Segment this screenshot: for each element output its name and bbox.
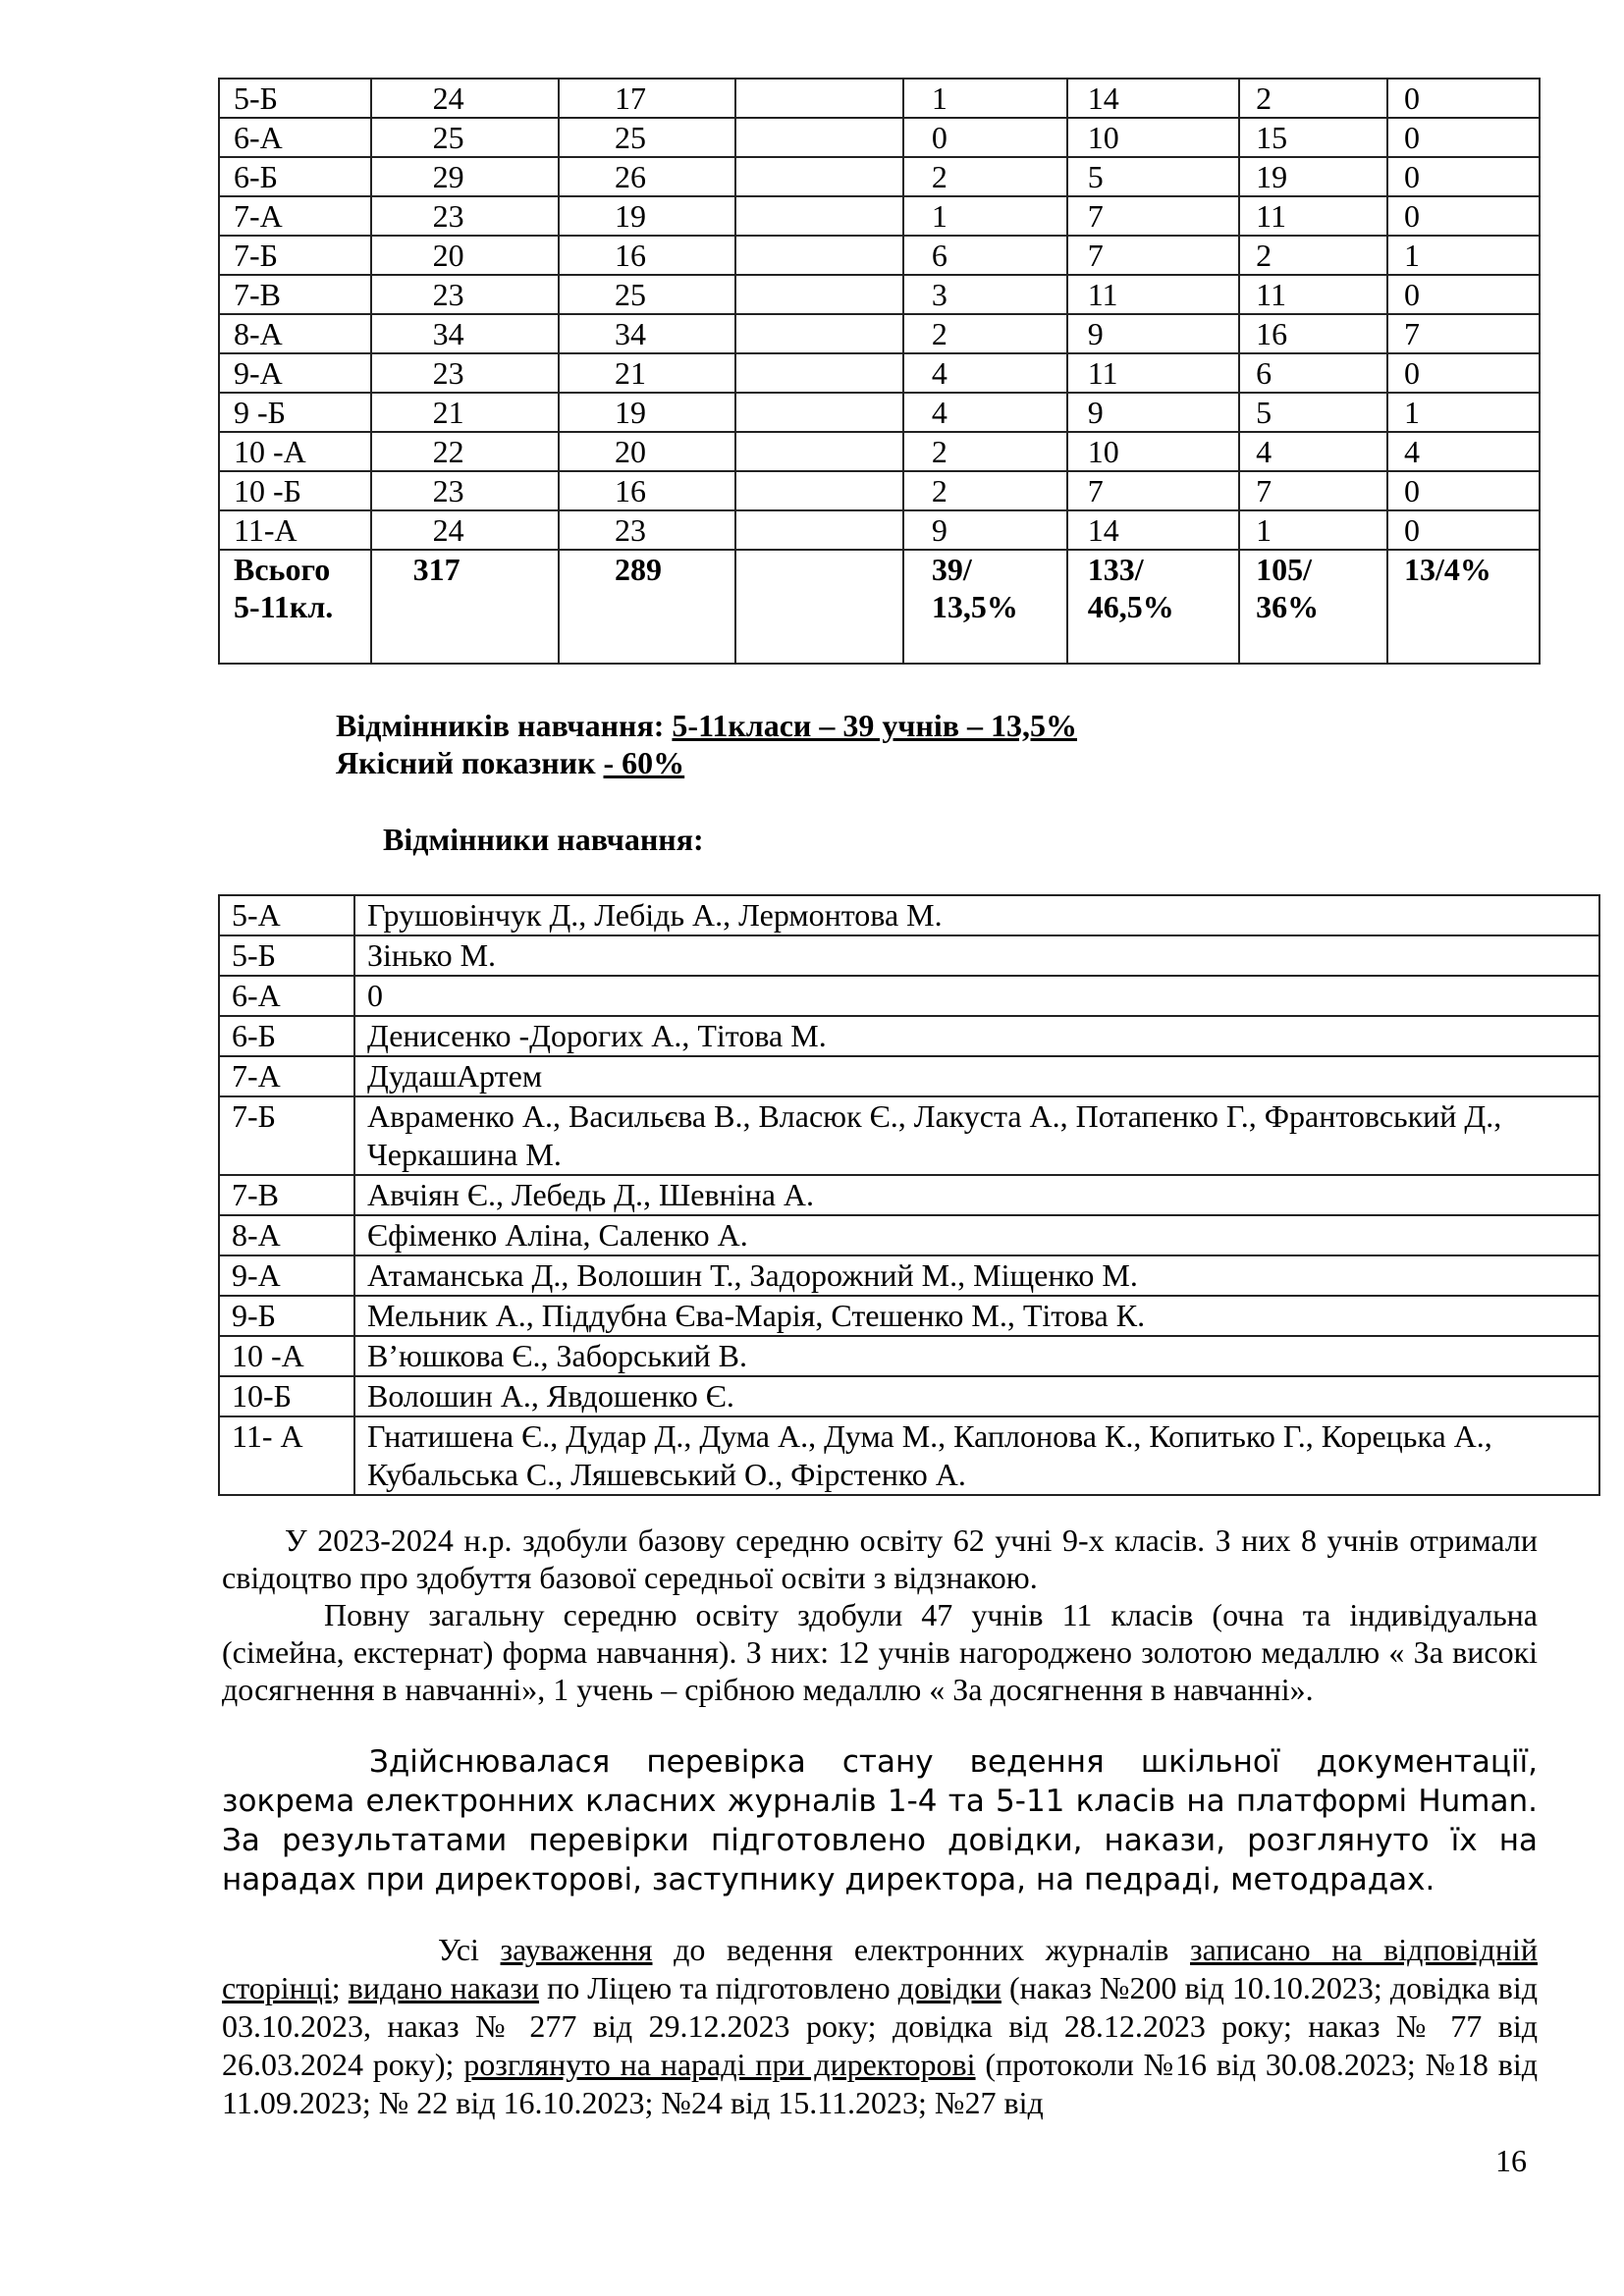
class-cell: 7-Б [219, 236, 371, 275]
class-cell: 7-А [219, 1056, 354, 1096]
class-cell: 10-Б [219, 1376, 354, 1416]
student-names-cell: Мельник А., Піддубна Єва-Марія, Стешенко М., Тітова К. [354, 1296, 1599, 1336]
class-cell: 9-Б [219, 1296, 354, 1336]
table-row [219, 1336, 1599, 1376]
value-cell: 6 [1239, 353, 1387, 393]
value-cell: 25 [559, 118, 735, 157]
table-row [219, 275, 1540, 314]
total-value-cell: 133/ 46,5% [1067, 550, 1239, 664]
value-cell: 7 [1067, 236, 1239, 275]
table-row [219, 1175, 1599, 1215]
value-cell: 16 [559, 471, 735, 510]
value-cell: 21 [559, 353, 735, 393]
value-cell: 1 [1387, 393, 1540, 432]
class-cell: 8-А [219, 1215, 354, 1255]
paragraph-documentation-check: Здійснювалася перевірка стану ведення шкільної документації, зокрема електронних класних журналів 1-4 та 5-11 класів на платформі Human. За результатами перевірки підготовлено довідки, накази, розглянуто їх на нарадах при директорові, заступнику директора, на педраді, методрадах. [222, 1744, 1538, 1897]
table-row [219, 1296, 1599, 1336]
quality-label: Якісний показник [336, 745, 604, 780]
table-row [219, 1096, 1599, 1175]
table-row [219, 1016, 1599, 1056]
value-cell [735, 118, 903, 157]
paragraph-basic-education: У 2023-2024 н.р. здобули базову середню освіту 62 учні 9-х класів. З них 8 учнів отримали свідоцтво про здобуття базової середньої освіти з відзнакою. [222, 1522, 1538, 1595]
table-row [219, 895, 1599, 935]
value-cell: 1 [903, 196, 1067, 236]
value-cell: 10 [1067, 432, 1239, 471]
class-cell: 6-Б [219, 157, 371, 196]
value-cell: 23 [559, 510, 735, 550]
value-cell: 5 [1239, 393, 1387, 432]
value-cell: 0 [1387, 196, 1540, 236]
class-cell: 7-В [219, 1175, 354, 1215]
value-cell: 7 [1067, 196, 1239, 236]
value-cell: 11 [1239, 275, 1387, 314]
value-cell: 23 [371, 353, 559, 393]
value-cell: 0 [1387, 118, 1540, 157]
total-value-cell: 39/ 13,5% [903, 550, 1067, 664]
value-cell: 14 [1067, 510, 1239, 550]
value-cell: 23 [371, 471, 559, 510]
class-cell: 6-Б [219, 1016, 354, 1056]
excellent-students-summary [336, 707, 1077, 744]
honors-heading: Відмінники навчання: [383, 822, 704, 857]
value-cell: 22 [371, 432, 559, 471]
paragraph-journal-remarks: Усі зауваження до ведення електронних журналів записано на відповідній сторінці; видано накази по Ліцею та підготовлено довідки (наказ №200 від 10.10.2023; довідка від 03.10.2023, наказ № 277 від 29.12.2023 року; довідка від 28.12.2023 року; наказ № 77 від 26.03.2024 року); розглянуто на нараді при директорові (протоколи №16 від 30.08.2023; №18 від 11.09.2023; № 22 від 16.10.2023; №24 від 15.11.2023; №27 від [222, 1932, 1539, 2120]
value-cell: 25 [371, 118, 559, 157]
value-cell: 5 [1067, 157, 1239, 196]
value-cell: 0 [1387, 471, 1540, 510]
excellent-value: 5-11класи – 39 учнів – 13,5% [672, 708, 1077, 743]
value-cell: 25 [559, 275, 735, 314]
value-cell: 2 [1239, 236, 1387, 275]
class-cell: 5-Б [219, 935, 354, 976]
table-row [219, 935, 1599, 976]
page-number: 16 [1495, 2143, 1527, 2178]
value-cell: 7 [1239, 471, 1387, 510]
excellent-label: Відмінників навчання: [336, 708, 673, 743]
student-names-cell: Зінько М. [354, 935, 1599, 976]
value-cell: 15 [1239, 118, 1387, 157]
value-cell: 19 [1239, 157, 1387, 196]
value-cell: 21 [371, 393, 559, 432]
value-cell: 19 [559, 196, 735, 236]
value-cell: 3 [903, 275, 1067, 314]
class-performance-table [218, 78, 1541, 665]
honor-students-table [218, 894, 1600, 1496]
value-cell: 17 [559, 79, 735, 118]
value-cell: 1 [1387, 236, 1540, 275]
total-value-cell: 13/4% [1387, 550, 1540, 664]
value-cell [735, 432, 903, 471]
table-row [219, 976, 1599, 1016]
table-row [219, 471, 1540, 510]
table-row [219, 1376, 1599, 1416]
value-cell: 4 [903, 393, 1067, 432]
value-cell: 26 [559, 157, 735, 196]
class-cell: 9 -Б [219, 393, 371, 432]
class-cell: 11- А [219, 1416, 354, 1495]
value-cell: 24 [371, 79, 559, 118]
class-cell: 10 -А [219, 1336, 354, 1376]
value-cell: 1 [1239, 510, 1387, 550]
class-cell: 11-А [219, 510, 371, 550]
value-cell: 19 [559, 393, 735, 432]
total-row [219, 550, 1540, 664]
student-names-cell: Авчіян Є., Лебедь Д., Шевніна А. [354, 1175, 1599, 1215]
class-cell: 5-Б [219, 79, 371, 118]
value-cell: 9 [1067, 393, 1239, 432]
value-cell: 10 [1067, 118, 1239, 157]
value-cell: 16 [1239, 314, 1387, 353]
value-cell [735, 510, 903, 550]
value-cell [735, 314, 903, 353]
value-cell: 23 [371, 196, 559, 236]
value-cell [735, 471, 903, 510]
value-cell [735, 275, 903, 314]
paragraph-full-education: Повну загальну середню освіту здобули 47 учнів 11 класів (очна та індивідуальна (сімейна, екстернат) форма навчання). З них: 12 учнів нагороджено золотою медаллю « За високі досягнення в навчанні», 1 учень – срібною медаллю « За досягнення в навчанні». [222, 1597, 1538, 1707]
student-names-cell: Гнатишена Є., Дудар Д., Дума А., Дума М., Каплонова К., Копитько Г., Корецька А., Кубальська С., Ляшевський О., Фірстенко А. [354, 1416, 1599, 1495]
value-cell [735, 196, 903, 236]
quality-indicator-summary [336, 744, 684, 781]
value-cell: 0 [1387, 157, 1540, 196]
student-names-cell: 0 [354, 976, 1599, 1016]
value-cell: 4 [1239, 432, 1387, 471]
table-row [219, 196, 1540, 236]
table-row [219, 1255, 1599, 1296]
value-cell [735, 157, 903, 196]
quality-value: - 60% [603, 745, 685, 780]
class-cell: 8-А [219, 314, 371, 353]
class-cell: 6-А [219, 976, 354, 1016]
total-value-cell: 105/ 36% [1239, 550, 1387, 664]
class-cell: 10 -А [219, 432, 371, 471]
value-cell [735, 393, 903, 432]
value-cell: 0 [1387, 510, 1540, 550]
value-cell [735, 353, 903, 393]
student-names-cell: ДудашАртем [354, 1056, 1599, 1096]
value-cell: 4 [903, 353, 1067, 393]
table-row [219, 1215, 1599, 1255]
table-row [219, 353, 1540, 393]
student-names-cell: Єфіменко Аліна, Саленко А. [354, 1215, 1599, 1255]
table-row [219, 393, 1540, 432]
value-cell: 2 [903, 471, 1067, 510]
table-row [219, 236, 1540, 275]
class-cell: 7-А [219, 196, 371, 236]
value-cell: 0 [903, 118, 1067, 157]
class-cell: 6-А [219, 118, 371, 157]
table-row [219, 1416, 1599, 1495]
student-names-cell: Атаманська Д., Волошин Т., Задорожний М., Міщенко М. [354, 1255, 1599, 1296]
table-row [219, 1056, 1599, 1096]
student-names-cell: Волошин А., Явдошенко Є. [354, 1376, 1599, 1416]
student-names-cell: Авраменко А., Васильєва В., Власюк Є., Лакуста А., Потапенко Г., Франтовський Д., Черкашина М. [354, 1096, 1599, 1175]
value-cell: 9 [903, 510, 1067, 550]
value-cell: 7 [1387, 314, 1540, 353]
total-label-cell: Всього 5-11кл. [219, 550, 371, 664]
value-cell: 9 [1067, 314, 1239, 353]
value-cell: 6 [903, 236, 1067, 275]
value-cell [735, 236, 903, 275]
value-cell: 11 [1067, 275, 1239, 314]
class-cell: 7-Б [219, 1096, 354, 1175]
total-value-cell: 317 [371, 550, 559, 664]
class-cell: 10 -Б [219, 471, 371, 510]
table-row [219, 118, 1540, 157]
value-cell: 0 [1387, 275, 1540, 314]
value-cell: 2 [903, 432, 1067, 471]
student-names-cell: Денисенко -Дорогих А., Тітова М. [354, 1016, 1599, 1056]
value-cell: 23 [371, 275, 559, 314]
table-row [219, 510, 1540, 550]
value-cell: 16 [559, 236, 735, 275]
value-cell [735, 79, 903, 118]
value-cell: 24 [371, 510, 559, 550]
table-row [219, 79, 1540, 118]
total-value-cell [735, 550, 903, 664]
class-cell: 9-А [219, 1255, 354, 1296]
value-cell: 2 [903, 314, 1067, 353]
value-cell: 34 [371, 314, 559, 353]
table-row [219, 432, 1540, 471]
student-names-cell: Грушовінчук Д., Лебідь А., Лермонтова М. [354, 895, 1599, 935]
value-cell: 2 [903, 157, 1067, 196]
value-cell: 2 [1239, 79, 1387, 118]
value-cell: 34 [559, 314, 735, 353]
value-cell: 29 [371, 157, 559, 196]
value-cell: 0 [1387, 353, 1540, 393]
total-value-cell: 289 [559, 550, 735, 664]
value-cell: 7 [1067, 471, 1239, 510]
value-cell: 20 [559, 432, 735, 471]
class-cell: 5-А [219, 895, 354, 935]
value-cell: 4 [1387, 432, 1540, 471]
class-cell: 7-В [219, 275, 371, 314]
value-cell: 11 [1239, 196, 1387, 236]
class-cell: 9-А [219, 353, 371, 393]
table-row [219, 314, 1540, 353]
value-cell: 11 [1067, 353, 1239, 393]
value-cell: 1 [903, 79, 1067, 118]
student-names-cell: В’юшкова Є., Заборський В. [354, 1336, 1599, 1376]
value-cell: 20 [371, 236, 559, 275]
table-row [219, 157, 1540, 196]
value-cell: 0 [1387, 79, 1540, 118]
value-cell: 14 [1067, 79, 1239, 118]
